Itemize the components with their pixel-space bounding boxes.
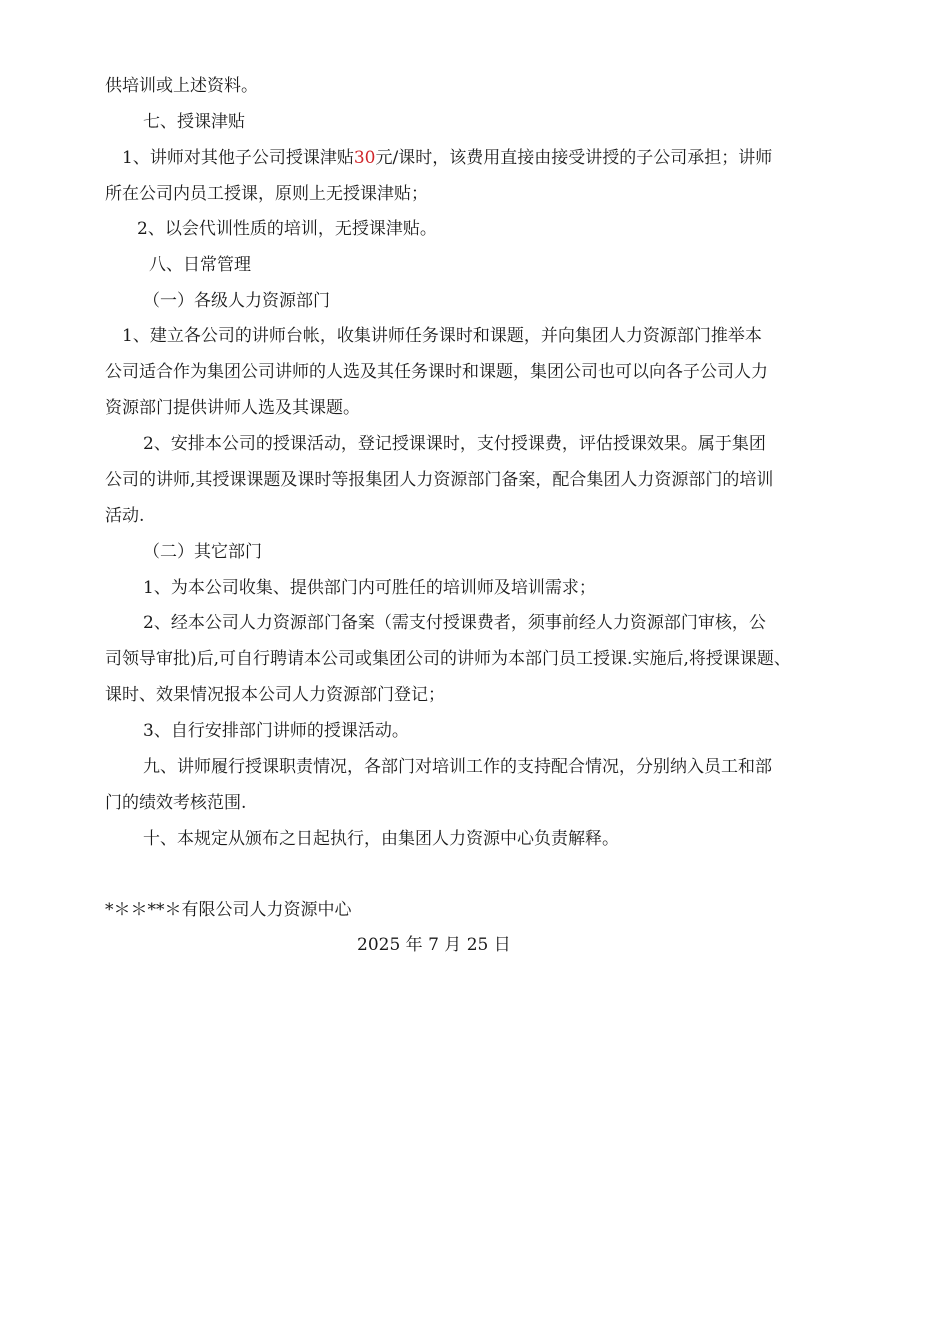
text-line: 司领导审批)后,可自行聘请本公司或集团公司的讲师为本部门员工授课.实施后,将授课课题、	[105, 649, 791, 669]
text-line: 资源部门提供讲师人选及其课题。	[105, 398, 360, 418]
text-segment: 1、讲师对其他子公司授课津贴	[122, 148, 354, 168]
text-line: 供培训或上述资料。	[105, 76, 258, 96]
subsection-heading-hr: （一）各级人力资源部门	[143, 291, 330, 311]
text-line: 2、安排本公司的授课活动，登记授课课时，支付授课费，评估授课效果。属于集团	[143, 434, 766, 454]
text-line: 活动.	[105, 506, 145, 526]
text-line: 所在公司内员工授课，原则上无授课津贴；	[105, 184, 428, 204]
text-line: 1、建立各公司的讲师台帐，收集讲师任务课时和课题，并向集团人力资源部门推举本	[122, 326, 762, 346]
text-line: 公司适合作为集团公司讲师的人选及其任务课时和课题，集团公司也可以向各子公司人力	[105, 362, 768, 382]
section-heading-allowance: 七、授课津贴	[143, 112, 245, 132]
text-line: 公司的讲师,其授课课题及课时等报集团人力资源部门备案，配合集团人力资源部门的培训	[105, 470, 774, 490]
text-line: 门的绩效考核范围.	[105, 793, 247, 813]
signature-date: 2025 年 7 月 25 日	[357, 935, 511, 955]
section-heading-nine: 九、讲师履行授课职责情况，各部门对培训工作的支持配合情况，分别纳入员工和部	[143, 757, 772, 777]
text-line: 3、自行安排部门讲师的授课活动。	[143, 721, 409, 741]
text-line	[122, 147, 772, 169]
text-line: 1、为本公司收集、提供部门内可胜任的培训师及培训需求；	[143, 578, 596, 598]
text-line: 课时、效果情况报本公司人力资源部门登记；	[105, 685, 445, 705]
section-heading-ten: 十、本规定从颁布之日起执行，由集团人力资源中心负责解释。	[143, 829, 619, 849]
text-segment: 元/课时，该费用直接由接受讲授的子公司承担；讲师	[375, 148, 773, 168]
subsection-heading-other: （二）其它部门	[143, 542, 262, 562]
section-heading-management: 八、日常管理	[149, 255, 251, 275]
text-line: 2、经本公司人力资源部门备案（需支付授课费者，须事前经人力资源部门审核，公	[143, 613, 766, 633]
text-line: 2、以会代训性质的培训，无授课津贴。	[137, 219, 437, 239]
signature-organization: *＊＊**＊有限公司人力资源中心	[105, 900, 352, 920]
allowance-amount: 30	[353, 148, 376, 168]
